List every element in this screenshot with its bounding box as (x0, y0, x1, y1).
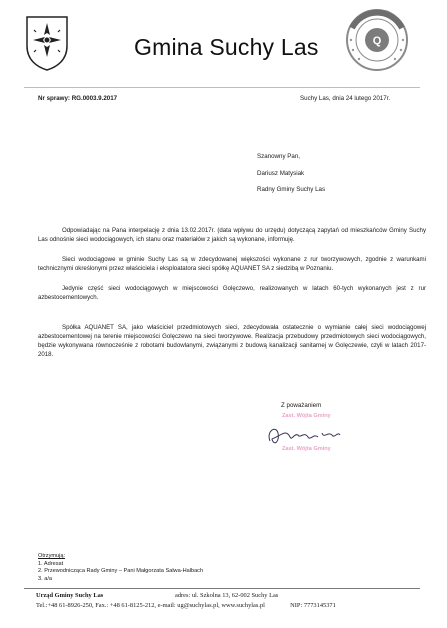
body-paragraph-3: Jedynie część sieci wodociągowych w miejscowości Golęczewo, realizowanych w latach 60-tych wykonanych jest z rur azbestocementowych. (38, 285, 426, 301)
body-paragraph-2: Sieci wodociągowe w gminie Suchy Las są w zdecydowanej większości wykonane z rur tworzywowych, zgodnie z warunkami technicznymi określonymi przez właściciela i eksploatatora sieci spółkę AQUANET SA z siedzibą w Poznaniu. (38, 256, 426, 272)
body-paragraph-1: Odpowiadając na Pana interpelację z dnia 13.02.2017r. (data wpływu do urzędu) dotyczącą zapytań od mieszkańców Gminy Suchy Las odnośnie sieci wodociągowych, ich stanu oraz materiałów z jakich są wykonane, informuję. (38, 227, 426, 243)
page-title: Gmina Suchy Las (134, 34, 319, 60)
footer-divider (24, 588, 420, 589)
place-date: Suchy Las, dnia 24 lutego 2017r. (300, 95, 391, 102)
distribution-item: 1. Adresat (38, 560, 64, 567)
coat-of-arms-icon (24, 14, 70, 72)
footer-address: adres: ul. Szkolna 13, 62-002 Suchy Las (175, 592, 279, 599)
addressee-role: Radny Gminy Suchy Las (257, 186, 326, 193)
stamp-line-bottom: Zast. Wójta Gminy (282, 446, 331, 452)
footer-contact: Tel.:+48 61-8926-250, Fax.: +48 61-8125-212, e-mail: ug@suchylas.pl, www.suchylas.pl (36, 602, 265, 609)
distribution-title: Otrzymują: (38, 553, 66, 559)
closing-regards: Z poważaniem (281, 402, 322, 409)
stamp-line-top: Zast. Wójta Gminy (282, 413, 331, 419)
addressee-name: Dariusz Matysiak (257, 170, 305, 177)
distribution-item: 3. a/a (38, 575, 52, 582)
body-paragraph-4: Spółka AQUANET SA, jako właściciel przedmiotowych sieci, zdecydowała ostatecznie o wymianie całej sieci wodociągowej azbestocementowej na terenie miejscowości Golęczewo na sieci tworzywowe. Realizacja przebudowy przedmiotowych sieci wodociągowych, będzie wykonywana równocześnie z robotami budowlanymi, związanymi z budową kanalizacji sanitarnej w Golęczewie, czyli w latach 2017-2018. (38, 324, 426, 358)
footer-office: Urząd Gminy Suchy Las (36, 592, 104, 599)
distribution-list (38, 553, 203, 583)
salutation: Szanowny Pan, (257, 153, 300, 160)
quality-seal-icon (344, 6, 410, 74)
footer-contact-line (36, 602, 336, 609)
case-number: Nr sprawy: RG.0003.9.2017 (38, 95, 118, 102)
svg-text:Q: Q (372, 35, 382, 47)
header-divider (24, 87, 420, 88)
footer-nip: NIP: 7773145371 (290, 602, 336, 609)
distribution-item: 2. Przewodnicząca Rady Gminy – Pani Małgorzata Salwa-Halbach (38, 568, 204, 574)
